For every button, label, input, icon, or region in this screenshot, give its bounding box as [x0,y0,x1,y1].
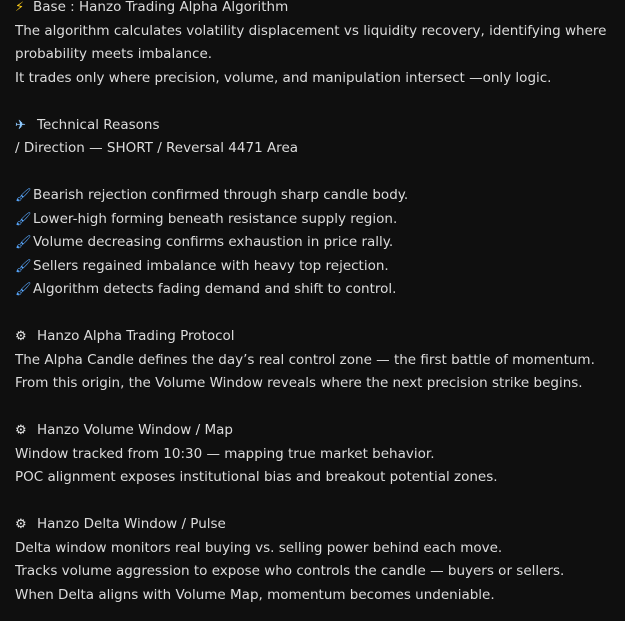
reason-item [15,208,625,232]
reason-item [15,231,625,255]
protocol-line-2: From this origin, the Volume Window reveals where the next precision strike begins. [15,375,583,391]
spacer [15,90,625,114]
reason-item [15,184,625,208]
reason-text: Sellers regained imbalance with heavy top rejection. [33,257,389,274]
base-line-1: The algorithm calculates volatility displacement vs liquidity recovery, identifying where [15,22,607,39]
reason-item [15,278,625,302]
reason-text: Algorithm detects fading demand and shift to control. [33,281,397,297]
reason-text: Lower-high forming beneath resistance supply region. [33,210,398,227]
delta-line-1: Delta window monitors real buying vs. selling power behind each move. [15,539,503,556]
technical-heading: Technical Reasons [37,116,160,133]
paintbrush-icon: 🖌 [15,188,32,203]
delta-heading-line [15,513,625,537]
paintbrush-icon: 🖌 [15,258,32,274]
lightning-bolt-icon: ⚡ [15,0,25,15]
base-heading: Base : Hanzo Trading Alpha Algorithm [33,0,289,15]
spacer [15,302,625,326]
volume-line-2: POC alignment exposes institutional bias and breakout potential zones. [15,469,498,485]
volume-heading: Hanzo Volume Window / Map [37,422,233,438]
gear-icon: ⚙ [15,423,27,438]
volume-heading-line [15,419,625,443]
base-heading-line [15,0,625,20]
paintbrush-icon: 🖌 [15,235,32,250]
direction-line: / Direction — SHORT / Reversal 4471 Area [15,140,299,156]
gear-icon: ⚙ [15,329,27,344]
reason-item [15,255,625,279]
protocol-heading-line [15,325,625,349]
spacer [15,161,625,185]
protocol-line-1: The Alpha Candle defines the day’s real control zone — the first battle of momentum. [15,351,595,368]
reason-text: Volume decreasing confirms exhaustion in price rally. [33,234,394,250]
spacer [15,490,625,514]
base-line-2: probability meets imbalance. [15,46,213,62]
paintbrush-icon: 🖌 [15,282,32,297]
reason-text: Bearish rejection confirmed through sharp candle body. [33,187,409,203]
gear-icon: ⚙ [15,517,27,532]
delta-line-3: When Delta aligns with Volume Map, momentum becomes undeniable. [15,586,495,603]
protocol-heading: Hanzo Alpha Trading Protocol [37,328,235,344]
spacer [15,396,625,420]
base-line-3: It trades only where precision, volume, and manipulation intersect —only logic. [15,69,552,86]
technical-heading-line [15,114,625,138]
delta-line-2: Tracks volume aggression to expose who controls the candle — buyers or sellers. [15,563,565,579]
airplane-icon: ✈ [15,117,26,133]
delta-heading: Hanzo Delta Window / Pulse [37,516,226,532]
paintbrush-icon: 🖌 [15,211,32,227]
volume-line-1: Window tracked from 10:30 — mapping true market behavior. [15,445,435,462]
